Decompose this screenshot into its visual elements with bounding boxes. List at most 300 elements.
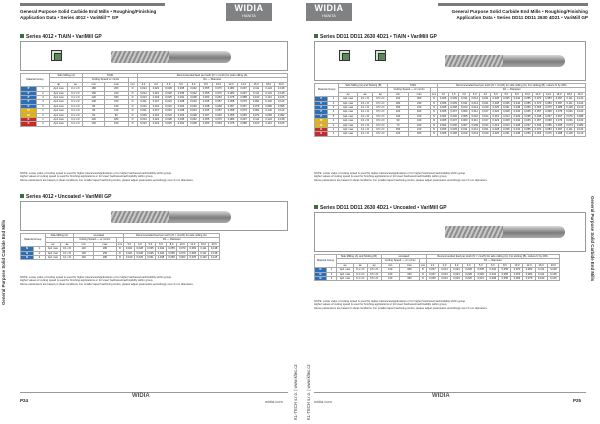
feed-value-cell: 0,055 bbox=[522, 128, 533, 132]
note-line: NOTE: Lower value of cutting speed is used for higher tolerances/applications or for higher hardness/machinability within group. bbox=[20, 276, 172, 279]
header-coating: uncoated bbox=[381, 255, 426, 259]
tool-image-box bbox=[20, 41, 288, 71]
material-group-cell: N bbox=[21, 247, 34, 251]
material-group-cell: P bbox=[315, 114, 328, 118]
feed-value-cell: 0,011 bbox=[137, 109, 150, 113]
unit-cell: fz bbox=[128, 104, 137, 108]
column-header: 8,0 bbox=[499, 263, 511, 267]
feed-value-cell: 0,045 bbox=[200, 109, 213, 113]
feed-value-cell: 0,042 bbox=[512, 128, 523, 132]
header-title: General Purpose Solid Carbide End Mills • Roughing/Finishing bbox=[451, 9, 588, 14]
vc-max-cell: 90 bbox=[104, 113, 128, 117]
feed-value-cell: 0,100 bbox=[250, 96, 263, 100]
feed-value-cell: 0,014 bbox=[469, 128, 480, 132]
feed-value-cell: 0,091 bbox=[250, 100, 263, 104]
note-line: Higher values of cutting speed is used for finishing applications or for lower hardness/machinability within group. bbox=[314, 175, 448, 179]
feed-value-cell: 0,050 bbox=[200, 122, 213, 126]
header-diameter: D1 — Diameter bbox=[438, 88, 586, 92]
vc-max-cell: 150 bbox=[399, 272, 419, 276]
feed-value-cell: 0,019 bbox=[150, 122, 163, 126]
feed-value-cell: 0,013 bbox=[137, 96, 150, 100]
feed-value-cell: 0,076 bbox=[564, 114, 575, 118]
feed-value-cell: 0,055 bbox=[225, 113, 238, 117]
column-header: ap bbox=[367, 263, 381, 267]
vc-max-cell: 180 bbox=[399, 277, 419, 281]
ae-cell: 0,1 x D bbox=[357, 97, 372, 101]
footer-rule bbox=[314, 392, 586, 393]
unit-cell: fz bbox=[116, 247, 124, 251]
vc-min-cell: 180 bbox=[83, 87, 104, 91]
unit-cell: fz bbox=[430, 132, 438, 136]
feed-value-cell: 0,014 bbox=[480, 114, 491, 118]
feed-value-cell: 0,005 bbox=[438, 110, 449, 114]
feed-value-cell: 0,007 bbox=[426, 272, 438, 276]
column-header: mm bbox=[420, 263, 426, 267]
ae-cell: 0,1 x D bbox=[353, 277, 367, 281]
feed-value-cell: 0,028 bbox=[162, 87, 175, 91]
feed-value-cell: 0,038 bbox=[200, 104, 213, 108]
feed-value-cell: 0,029 bbox=[512, 114, 523, 118]
vc-max-cell: 150 bbox=[408, 114, 430, 118]
feed-value-cell: 0,138 bbox=[275, 91, 288, 95]
feed-value-cell: 0,007 bbox=[426, 268, 438, 272]
column-header: ae bbox=[353, 263, 367, 267]
column-header: 12,0 bbox=[225, 82, 238, 86]
feed-value-cell: 0,100 bbox=[564, 132, 575, 136]
feed-value-cell: 0,097 bbox=[237, 118, 250, 122]
section-title bbox=[20, 194, 111, 200]
feed-value-cell: 0,055 bbox=[200, 87, 213, 91]
header-cutting-speed: Cutting Speed vc m/min bbox=[83, 78, 128, 82]
feed-value-cell: 0,113 bbox=[275, 109, 288, 113]
vc-min-cell: 70 bbox=[388, 123, 408, 127]
feed-value-cell: 0,025 bbox=[463, 277, 475, 281]
unit-cell: fz bbox=[430, 128, 438, 132]
column-header: min bbox=[74, 242, 94, 246]
feed-value-cell: 0,068 bbox=[225, 109, 238, 113]
vc-max-cell: 110 bbox=[104, 109, 128, 113]
feed-value-cell: 0,021 bbox=[451, 272, 463, 276]
feed-value-cell: 0,031 bbox=[175, 122, 188, 126]
material-number-cell: 2 bbox=[328, 101, 339, 105]
tool-image-box bbox=[20, 201, 288, 231]
data-table bbox=[314, 83, 586, 137]
feed-value-cell: 0,011 bbox=[469, 110, 480, 114]
ap-cell: Ap1 max bbox=[49, 91, 67, 95]
column-header: 20,0 bbox=[547, 263, 559, 267]
ap-cell: Ap1 max bbox=[49, 109, 67, 113]
feed-value-cell: 0,083 bbox=[188, 247, 199, 251]
vc-min-cell: 120 bbox=[388, 132, 408, 136]
slotting-icon bbox=[375, 50, 386, 61]
vc-max-cell: 180 bbox=[399, 268, 419, 272]
material-group-cell: P bbox=[21, 91, 37, 95]
feed-value-cell: 0,046 bbox=[212, 113, 225, 117]
column-header: 4,0 bbox=[463, 263, 475, 267]
vc-max-cell: 180 bbox=[94, 256, 116, 260]
table-row bbox=[21, 251, 220, 255]
vc-max-cell: 300 bbox=[408, 97, 430, 101]
ae-cell: 0,1 x D bbox=[61, 247, 74, 251]
material-number-cell: 3 bbox=[37, 96, 50, 100]
feed-value-cell: 0,050 bbox=[499, 277, 511, 281]
feed-value-cell: 0,063 bbox=[212, 96, 225, 100]
column-header: 6,0 bbox=[487, 263, 499, 267]
feed-value-cell: 0,100 bbox=[535, 277, 547, 281]
side-milling-icon bbox=[51, 50, 62, 61]
feed-value-cell: 0,037 bbox=[200, 113, 213, 117]
feed-value-cell: 0,014 bbox=[137, 87, 150, 91]
feed-value-cell: 0,138 bbox=[547, 272, 559, 276]
logo-subtext: HANITA bbox=[322, 14, 336, 18]
feed-value-cell: 0,031 bbox=[501, 132, 512, 136]
header-material-group: Material Group bbox=[21, 234, 46, 247]
unit-cell: fz bbox=[430, 119, 438, 123]
material-number-cell: 2 bbox=[328, 123, 339, 127]
material-group-cell: P bbox=[315, 110, 328, 114]
feed-value-cell: 0,124 bbox=[262, 118, 275, 122]
note-line: NOTE: Lower value of cutting speed is used for higher tolerances/applications or for higher hardness/machinability within group. bbox=[314, 300, 466, 303]
feed-value-cell: 0,050 bbox=[522, 106, 533, 110]
feed-value-cell: 0,019 bbox=[124, 256, 135, 260]
feed-value-cell: 0,075 bbox=[225, 122, 238, 126]
table-note bbox=[314, 172, 487, 182]
feed-value-cell: 0,011 bbox=[137, 100, 150, 104]
feed-value-cell: 0,019 bbox=[150, 96, 163, 100]
feed-value-cell: 0,092 bbox=[275, 113, 288, 117]
feed-value-cell: 0,035 bbox=[501, 128, 512, 132]
feed-value-cell: 0,004 bbox=[438, 114, 449, 118]
header-app: Application Data • Series 4012 • VariMill™ GP bbox=[20, 14, 119, 20]
section-title-text: Series 4012 • Uncoated • VariMill GP bbox=[26, 194, 112, 200]
ae-cell: 0,1 x D bbox=[68, 100, 83, 104]
feed-value-cell: 0,023 bbox=[175, 113, 188, 117]
column-header: 2,0 bbox=[438, 263, 450, 267]
feed-value-cell: 0,014 bbox=[438, 272, 450, 276]
feed-value-cell: 0,113 bbox=[575, 132, 586, 136]
feed-value-cell: 0,035 bbox=[501, 97, 512, 101]
header-recommended: Recommended feed per tooth (fz = mm/th) for side milling (A). For slotting (B), reduce fz by 20%. bbox=[438, 84, 586, 88]
feed-value-cell: 0,055 bbox=[166, 251, 177, 255]
feed-value-cell: 0,113 bbox=[575, 106, 586, 110]
column-header: 20,0 bbox=[275, 82, 288, 86]
feed-value-cell: 0,005 bbox=[438, 132, 449, 136]
feed-value-cell: 0,035 bbox=[475, 272, 487, 276]
feed-value-cell: 0,045 bbox=[200, 100, 213, 104]
feed-value-cell: 0,138 bbox=[209, 251, 220, 255]
feed-value-cell: 0,028 bbox=[162, 118, 175, 122]
feed-value-cell: 0,011 bbox=[459, 97, 470, 101]
feed-value-cell: 0,111 bbox=[535, 268, 547, 272]
feed-value-cell: 0,042 bbox=[187, 91, 200, 95]
feed-value-cell: 0,038 bbox=[487, 277, 499, 281]
ap-cell: Ap1 max bbox=[337, 272, 354, 276]
material-group-cell: P bbox=[315, 97, 328, 101]
feed-value-cell: 0,028 bbox=[491, 97, 502, 101]
header-cutting-speed: Cutting Speed — vc m/min bbox=[74, 238, 117, 242]
material-group-cell: P bbox=[21, 87, 37, 91]
footer-url: widia.com bbox=[265, 399, 283, 404]
feed-value-cell: 0,125 bbox=[275, 96, 288, 100]
feed-value-cell: 0,017 bbox=[480, 119, 491, 123]
feed-value-cell: 0,014 bbox=[469, 97, 480, 101]
ae-cell: 0,1 x D bbox=[61, 256, 74, 260]
column-header: 4,0 bbox=[134, 242, 145, 246]
feed-value-cell: 0,008 bbox=[448, 106, 459, 110]
table-note bbox=[20, 172, 193, 182]
feed-value-cell: 0,019 bbox=[451, 277, 463, 281]
footer-rule bbox=[20, 392, 288, 393]
feed-value-cell: 0,057 bbox=[212, 100, 225, 104]
column-header: ap bbox=[373, 92, 388, 96]
ap-cell: Ap1 max bbox=[337, 268, 354, 272]
feed-value-cell: 0,083 bbox=[262, 113, 275, 117]
ae-cell: 0,1 x D bbox=[68, 104, 83, 108]
feed-value-cell: 0,006 bbox=[448, 123, 459, 127]
right-page bbox=[300, 0, 600, 424]
feed-value-cell: 0,111 bbox=[250, 118, 263, 122]
feed-value-cell: 0,035 bbox=[475, 268, 487, 272]
table-note bbox=[314, 300, 487, 310]
feed-value-cell: 0,006 bbox=[426, 277, 438, 281]
vc-max-cell: 130 bbox=[408, 119, 430, 123]
note-line: Higher values of cutting speed is used for finishing applications or for lower hardness/machinability within group. bbox=[20, 175, 154, 179]
vc-min-cell: 120 bbox=[388, 110, 408, 114]
feed-value-cell: 0,007 bbox=[448, 110, 459, 114]
column-header: ap bbox=[339, 92, 357, 96]
column-header: 3,0 bbox=[451, 263, 463, 267]
ap-cell: Ap1 max bbox=[45, 247, 61, 251]
material-number-cell: 1 bbox=[328, 97, 339, 101]
feed-value-cell: 0,038 bbox=[512, 106, 523, 110]
feed-value-cell: 0,005 bbox=[438, 119, 449, 123]
feed-value-cell: 0,046 bbox=[533, 123, 544, 127]
material-group-cell: N bbox=[315, 272, 327, 276]
column-header: ae bbox=[68, 82, 83, 86]
feed-value-cell: 0,019 bbox=[491, 123, 502, 127]
feed-value-cell: 0,100 bbox=[250, 122, 263, 126]
vc-min-cell: 120 bbox=[381, 268, 399, 272]
note-line: NOTE: Lower value of cutting speed is used for higher tolerances/applications or for higher hardness/machinability within group. bbox=[20, 172, 172, 175]
ap-cell: Ap1 max bbox=[49, 122, 67, 126]
column-header: min bbox=[388, 92, 408, 96]
material-number-cell: 4 bbox=[328, 110, 339, 114]
ap-cell: Ap1 max bbox=[49, 96, 67, 100]
vc-max-cell: 130 bbox=[104, 104, 128, 108]
vc-min-cell: 100 bbox=[74, 251, 94, 255]
feed-value-cell: 0,083 bbox=[543, 128, 554, 132]
feed-value-cell: 0,023 bbox=[491, 119, 502, 123]
feed-value-cell: 0,004 bbox=[438, 123, 449, 127]
feed-value-cell: 0,035 bbox=[145, 251, 156, 255]
column-header: 6,0 bbox=[501, 92, 512, 96]
column-header: 12,0 bbox=[533, 92, 544, 96]
vc-min-cell: 120 bbox=[74, 247, 94, 251]
feed-value-cell: 0,070 bbox=[212, 91, 225, 95]
header-diameter: D1 — Diameter bbox=[137, 78, 287, 82]
feed-value-cell: 0,111 bbox=[564, 128, 575, 132]
ap-cell: Ap1 max bbox=[339, 101, 357, 105]
material-group-cell: N bbox=[315, 277, 327, 281]
note-line: NOTE: Lower value of cutting speed is used for higher tolerances/applications or for higher hardness/machinability within group. bbox=[314, 172, 466, 175]
feed-value-cell: 0,023 bbox=[491, 110, 502, 114]
ap-cell: Ap1 max bbox=[49, 118, 67, 122]
feed-value-cell: 0,070 bbox=[177, 247, 188, 251]
ae-cell: 0,1 x D bbox=[357, 132, 372, 136]
ae-cell: 0,1 x D bbox=[357, 114, 372, 118]
ap-slot-cell: 0,5 x D bbox=[373, 123, 388, 127]
end-mill-image bbox=[111, 51, 231, 63]
ae-cell: 0,1 x D bbox=[61, 251, 74, 255]
feed-value-cell: 0,079 bbox=[554, 110, 565, 114]
feed-value-cell: 0,055 bbox=[522, 101, 533, 105]
feed-value-cell: 0,063 bbox=[511, 277, 523, 281]
footer-side-text: KL-TECH s.r.o. | www.kltec.cz bbox=[306, 364, 311, 420]
feed-value-cell: 0,038 bbox=[522, 114, 533, 118]
feed-value-cell: 0,111 bbox=[564, 97, 575, 101]
unit-cell: fz bbox=[128, 113, 137, 117]
feed-value-cell: 0,100 bbox=[564, 106, 575, 110]
column-header: 4,0 bbox=[480, 92, 491, 96]
page-header bbox=[452, 9, 588, 20]
feed-value-cell: 0,021 bbox=[124, 251, 135, 255]
feed-value-cell: 0,034 bbox=[187, 109, 200, 113]
material-number-cell: 4 bbox=[37, 100, 50, 104]
vc-max-cell: 210 bbox=[408, 128, 430, 132]
vc-max-cell: 180 bbox=[104, 96, 128, 100]
feed-value-cell: 0,010 bbox=[469, 114, 480, 118]
feed-value-cell: 0,023 bbox=[162, 100, 175, 104]
vc-min-cell: 100 bbox=[381, 272, 399, 276]
material-group-cell: P bbox=[21, 104, 37, 108]
page-number: P24 bbox=[20, 398, 29, 403]
feed-value-cell: 0,083 bbox=[523, 272, 535, 276]
column-header: 3,0 bbox=[150, 82, 163, 86]
feed-value-cell: 0,017 bbox=[150, 109, 163, 113]
header-diameter: D1 — Diameter bbox=[124, 238, 220, 242]
feed-value-cell: 0,075 bbox=[543, 132, 554, 136]
ap-slot-cell: 0,5 x D bbox=[373, 128, 388, 132]
ball-end-mill-image bbox=[445, 55, 565, 67]
unit-cell: fz bbox=[419, 272, 426, 276]
feed-value-cell: 0,070 bbox=[511, 272, 523, 276]
feed-value-cell: 0,019 bbox=[491, 114, 502, 118]
ap-slot-cell: 0,5 x D bbox=[373, 106, 388, 110]
ball-end-mill-image bbox=[445, 226, 565, 238]
feed-value-cell: 0,070 bbox=[212, 118, 225, 122]
note-line: Higher values of cutting speed is used for finishing applications or for lower hardness/machinability within group. bbox=[314, 303, 448, 307]
feed-value-cell: 0,006 bbox=[438, 101, 449, 105]
feed-value-cell: 0,050 bbox=[166, 256, 177, 260]
column-header: 12,0 bbox=[188, 242, 199, 246]
data-table bbox=[20, 73, 288, 127]
feed-value-cell: 0,048 bbox=[533, 114, 544, 118]
feed-value-cell: 0,074 bbox=[250, 113, 263, 117]
feed-value-cell: 0,019 bbox=[162, 113, 175, 117]
column-header: 14,0 bbox=[543, 92, 554, 96]
column-header: 16,0 bbox=[250, 82, 263, 86]
logo-text: WIDIA bbox=[234, 3, 264, 13]
column-header: max bbox=[104, 82, 128, 86]
feed-value-cell: 0,042 bbox=[487, 268, 499, 272]
feed-value-cell: 0,031 bbox=[175, 96, 188, 100]
feed-value-cell: 0,124 bbox=[262, 91, 275, 95]
column-header: 20,0 bbox=[209, 242, 220, 246]
feed-value-cell: 0,028 bbox=[187, 113, 200, 117]
feed-value-cell: 0,083 bbox=[188, 251, 199, 255]
material-number-cell: 5 bbox=[328, 114, 339, 118]
feed-value-cell: 0,102 bbox=[575, 110, 586, 114]
ae-cell: 0,1 x D bbox=[68, 109, 83, 113]
column-header: mm bbox=[128, 82, 137, 86]
header-side-milling: Side Milling (A) bbox=[49, 74, 82, 78]
feed-value-cell: 0,138 bbox=[275, 87, 288, 91]
feed-value-cell: 0,111 bbox=[198, 251, 209, 255]
material-number-cell: 1 bbox=[328, 128, 339, 132]
vc-max-cell: 180 bbox=[408, 110, 430, 114]
material-number-cell: 3 bbox=[326, 277, 336, 281]
feed-value-cell: 0,014 bbox=[150, 104, 163, 108]
column-header: ae bbox=[61, 242, 74, 246]
column-header: 16,0 bbox=[198, 242, 209, 246]
vc-min-cell: 120 bbox=[74, 256, 94, 260]
vc-min-cell: 120 bbox=[83, 118, 104, 122]
ap-slot-cell: 0,5 x D bbox=[367, 272, 381, 276]
header-material-group: Material Group bbox=[315, 84, 339, 97]
bullet-square-icon bbox=[20, 34, 24, 38]
feed-value-cell: 0,083 bbox=[225, 118, 238, 122]
header-app: Application Data • Series DD11 DD11 2630 4D21 • VariMill GP bbox=[456, 14, 588, 20]
feed-value-cell: 0,011 bbox=[459, 128, 470, 132]
footer-logo: WIDIA bbox=[132, 393, 150, 399]
column-header: 3,0 bbox=[469, 92, 480, 96]
note-line: Above parameters are based on ideal conditions. For smaller taper/machining centre, please adjust parameters accordingly over 3 mm diameters. bbox=[20, 178, 194, 182]
section-title bbox=[314, 205, 447, 211]
material-group-cell: N bbox=[21, 256, 34, 260]
note-line: Above parameters are based on ideal conditions. For smaller taper/machining centre, please adjust parameters accordingly over 3 mm diameters. bbox=[314, 306, 488, 310]
feed-value-cell: 0,007 bbox=[448, 119, 459, 123]
feed-value-cell: 0,038 bbox=[187, 122, 200, 126]
table-note bbox=[20, 276, 193, 286]
ae-cell: 0,1 x D bbox=[68, 91, 83, 95]
feed-value-cell: 0,028 bbox=[175, 100, 188, 104]
feed-value-cell: 0,019 bbox=[480, 106, 491, 110]
feed-value-cell: 0,113 bbox=[262, 96, 275, 100]
material-group-cell: K bbox=[21, 122, 37, 126]
feed-value-cell: 0,055 bbox=[166, 247, 177, 251]
feed-value-cell: 0,034 bbox=[187, 100, 200, 104]
ae-cell: 0,1 x D bbox=[353, 268, 367, 272]
vc-min-cell: 100 bbox=[83, 122, 104, 126]
feed-value-cell: 0,102 bbox=[262, 109, 275, 113]
feed-value-cell: 0,008 bbox=[459, 114, 470, 118]
unit-cell: fz bbox=[128, 96, 137, 100]
feed-value-cell: 0,055 bbox=[200, 91, 213, 95]
feed-value-cell: 0,100 bbox=[198, 256, 209, 260]
vc-min-cell: 100 bbox=[83, 100, 104, 104]
feed-value-cell: 0,028 bbox=[162, 91, 175, 95]
material-group-cell: M bbox=[315, 119, 328, 123]
feed-value-cell: 0,013 bbox=[438, 277, 450, 281]
section-title-text: Series DD11 DD11 2630 4D21 • Uncoated • VariMill GP bbox=[320, 205, 447, 211]
column-header: 10,0 bbox=[212, 82, 225, 86]
table-row bbox=[21, 247, 220, 251]
column-header: 1,0 bbox=[438, 92, 449, 96]
feed-value-cell: 0,014 bbox=[469, 101, 480, 105]
header-coating: TiAlN bbox=[83, 74, 137, 78]
tool-image-box bbox=[314, 212, 586, 252]
feed-value-cell: 0,023 bbox=[162, 109, 175, 113]
